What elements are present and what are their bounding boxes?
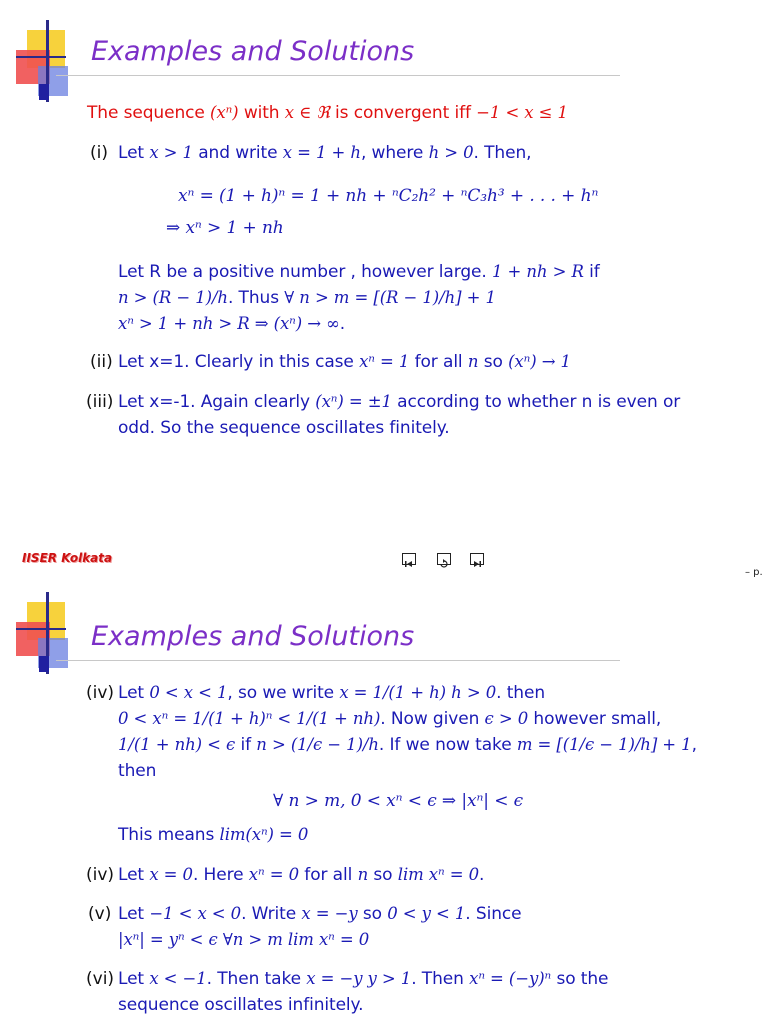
slide-logo-2	[0, 602, 80, 712]
item-iii-text-2: odd. So the sequence oscillates finitely.	[118, 418, 450, 438]
item-iv-a-line-4: then	[118, 761, 157, 781]
title-rule	[56, 75, 620, 76]
footer-institution: IISER Kolkata	[22, 551, 113, 565]
equation-limit: ∀ n > m, 0 < xⁿ < ϵ ⇒ |xⁿ| < ϵ	[273, 791, 524, 811]
item-label-vi: (vi)	[86, 969, 115, 989]
item-vi-text-2: sequence oscillates infinitely.	[118, 995, 364, 1015]
item-iv-a-line-1: Let 0 < x < 1, so we write x = 1/(1 + h) h > 0. then	[118, 683, 545, 703]
equation-implies: ⇒ xⁿ > 1 + nh	[166, 218, 284, 238]
item-iv-b-text: Let x = 0. Here xⁿ = 0 for all n so lim xⁿ = 0.	[118, 865, 485, 885]
slide-2	[0, 512, 768, 1024]
page-indicator: – p.	[745, 567, 763, 578]
item-i-line-3: n > (R − 1)/h. Thus ∀ n > m = [(R − 1)/h] + 1	[118, 288, 496, 308]
item-label-iii: (iii)	[86, 392, 114, 412]
item-i-line-1: Let x > 1 and write x = 1 + h, where h > 0. Then,	[118, 143, 532, 163]
item-label-ii: (ii)	[90, 352, 113, 372]
item-i-line-4: xⁿ > 1 + nh > R ⇒ (xⁿ) → ∞.	[118, 314, 346, 334]
slide-logo-1	[0, 0, 80, 110]
item-v-text: Let −1 < x < 0. Write x = −y so 0 < y < 1. Since	[118, 904, 522, 924]
item-ii-text: Let x=1. Clearly in this case xⁿ = 1 for all n so (xⁿ) → 1	[118, 352, 571, 372]
slide-title: Examples and Solutions	[91, 621, 415, 652]
item-i-line-2: Let R be a positive number , however large. 1 + nh > R if	[118, 262, 600, 282]
item-iii-text: Let x=-1. Again clearly (xⁿ) = ±1 according to whether n is even or	[118, 392, 681, 412]
item-iv-a-line-3: 1/(1 + nh) < ϵ if n > (1/ϵ − 1)/h. If we now take m = [(1/ϵ − 1)/h] + 1,	[118, 735, 697, 755]
equation-expansion: xⁿ = (1 + h)ⁿ = 1 + nh + ⁿC₂h² + ⁿC₃h³ + . . . + hⁿ	[178, 186, 599, 206]
item-label-i: (i)	[90, 143, 108, 163]
intro-statement: The sequence (xⁿ) with x ∈ ℜ is convergent iff −1 < x ≤ 1	[87, 103, 568, 123]
item-iv-a-line-5: This means lim(xⁿ) = 0	[118, 825, 309, 845]
item-v-text-2: |xⁿ| = yⁿ < ϵ ∀n > m lim xⁿ = 0	[118, 930, 370, 949]
slide-title: Examples and Solutions	[91, 36, 415, 67]
item-label-v: (v)	[88, 904, 112, 924]
item-label-iv-b: (iv)	[86, 865, 115, 885]
item-label-iv-a: (iv)	[86, 683, 115, 703]
item-iv-a-line-2: 0 < xⁿ = 1/(1 + h)ⁿ < 1/(1 + nh). Now given ϵ > 0 however small,	[118, 709, 662, 729]
title-rule	[56, 660, 620, 661]
item-vi-text: Let x < −1. Then take x = −y y > 1. Then xⁿ = (−y)ⁿ so the	[118, 969, 609, 989]
